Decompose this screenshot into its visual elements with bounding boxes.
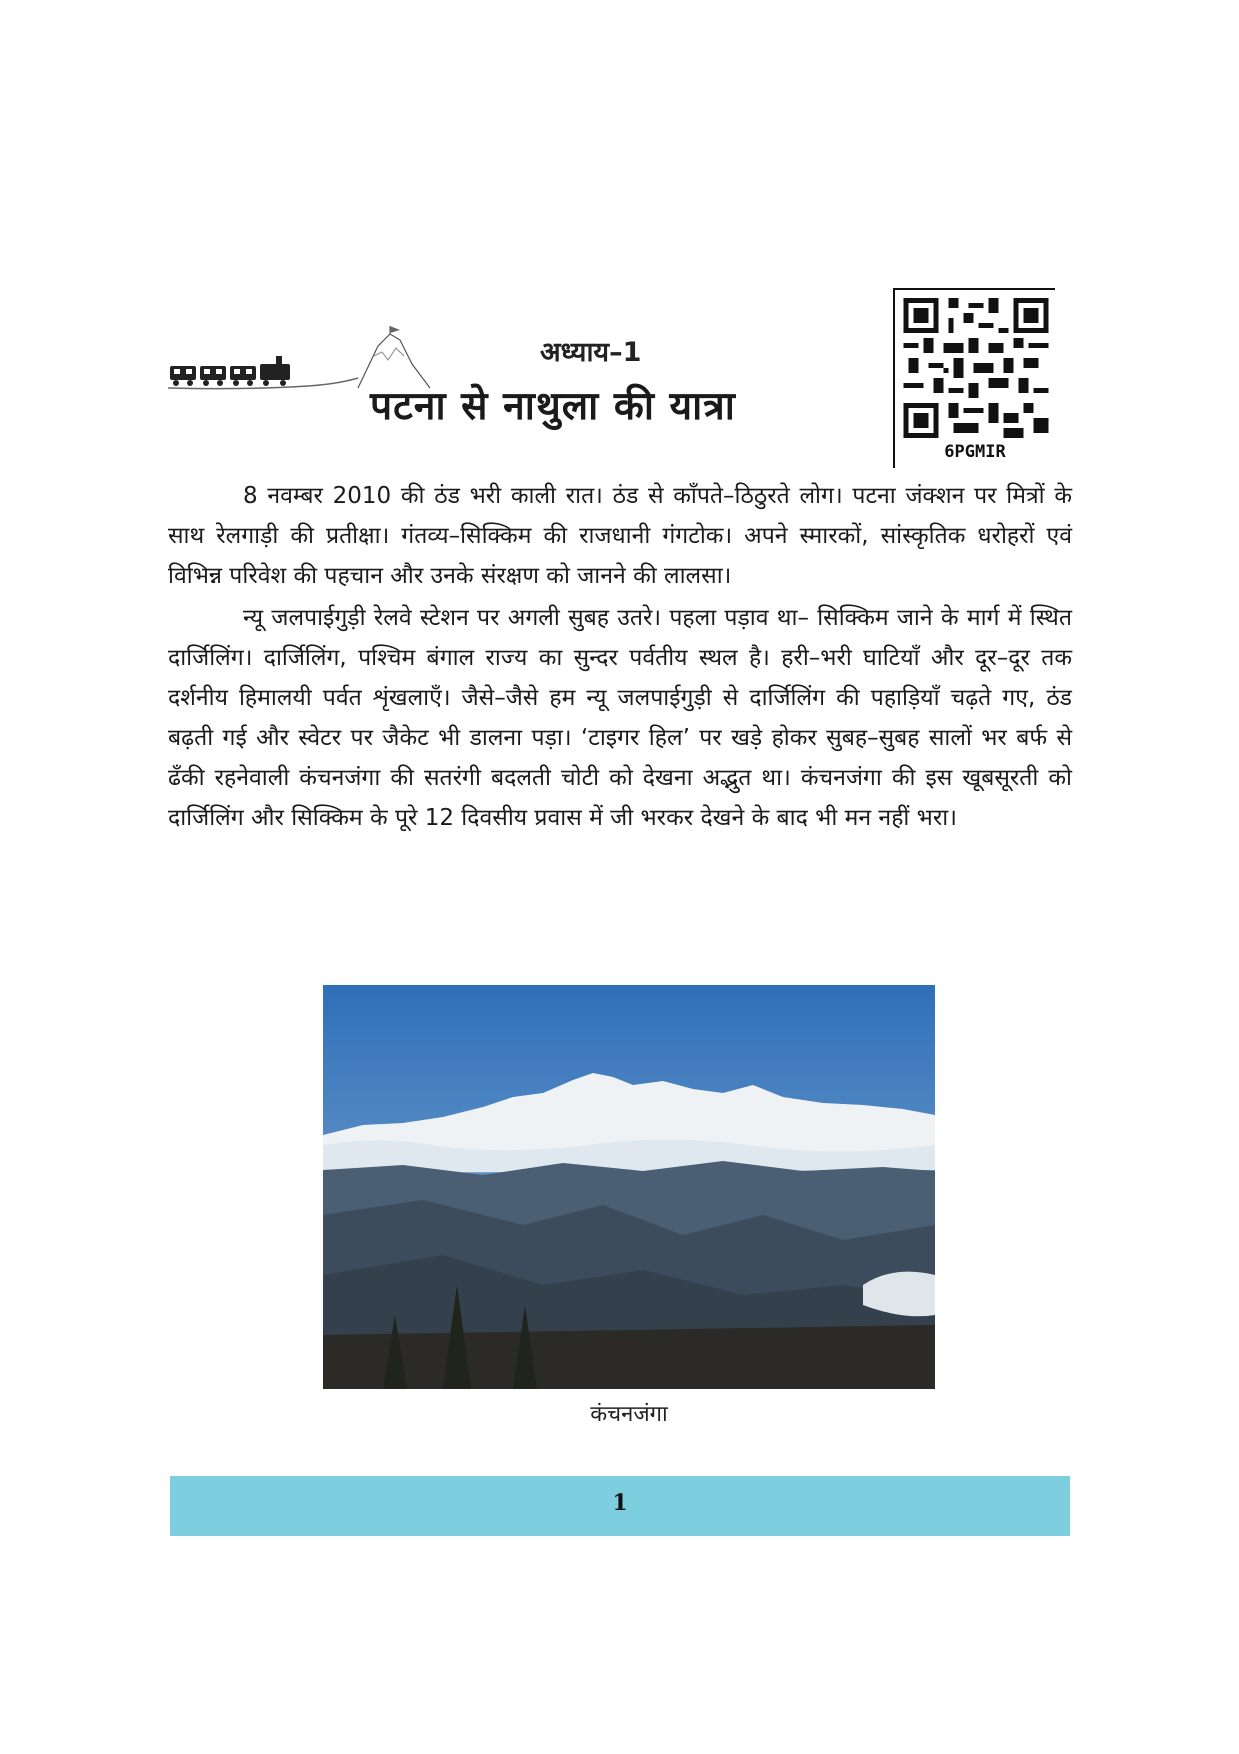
paragraph: न्यू जलपाईगुड़ी रेलवे स्टेशन पर अगली सुबह उतरे। पहला पड़ाव था– सिक्किम जाने के मार्ग में स्थित दार्जिलिंग। दार्जिलिंग, पश्चिम बंगाल राज्य का सुन्दर पर्वतीय स्थल है। हरी–भरी घाटियाँ और दूर–दूर तक दर्शनीय हिमालयी पर्वत शृंखलाएँ। जैसे–जैसे हम न्यू जलपाईगुड़ी से दार्जिलिंग की पहाड़ियाँ चढ़ते गए, ठंड बढ़ती गई और स्वेटर पर जैकेट भी डालना पड़ा। ‘टाइगर हिल’ पर खड़े होकर सुबह–सुबह सालों भर बर्फ से ढँकी रहनेवाली कंचनजंगा की सतरंगी बदलती चोटी को देखना अद्भुत था। कंचनजंगा की इस खूबसूरती को दार्जिलिंग और सिक्किम के पूरे 12 दिवसीय प्रवास में जी भरकर देखने के बाद भी मन नहीं भरा। (168, 605, 1072, 831)
chapter-title: पटना से नाथुला की यात्रा (370, 384, 736, 429)
footer-band (170, 1476, 1070, 1536)
train-icon (170, 356, 290, 386)
body-text (168, 476, 1072, 840)
page-number: 1 (612, 1490, 628, 1516)
photo-caption: कंचनजंगा (590, 1402, 668, 1427)
paragraph: 8 नवम्बर 2010 की ठंड भरी काली रात। ठंड से काँपते–ठिठुरते लोग। पटना जंक्शन पर मित्रों के साथ रेलगाड़ी की प्रतीक्षा। गंतव्य–सिक्किम की राजधानी गंगटोक। अपने स्मारकों, सांस्कृतिक धरोहरों एवं विभिन्न परिवेश की पहचान और उनके संरक्षण को जानने की लालसा। (168, 483, 1072, 589)
qr-code-label: 6PGMIR (944, 442, 1006, 462)
kanchenjunga-photo (323, 985, 935, 1389)
chapter-label: अध्याय–1 (540, 337, 642, 368)
qr-code-box (893, 288, 1055, 468)
qr-code-icon (903, 298, 1049, 438)
